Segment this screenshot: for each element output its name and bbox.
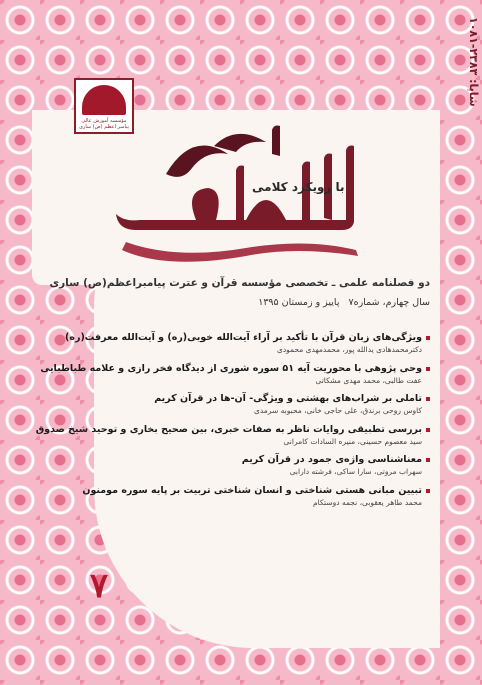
article-authors: عفت طالبی، محمد مهدی مشکاتی: [315, 375, 422, 385]
article-item: [65, 332, 430, 354]
article-title: ویژگی‌های زبان قرآن با تأکید بر آراء آیت‌الله خویی(ره) و آیت‌الله معرفت(ره): [110, 332, 430, 343]
article-title: تبیین مبانی هستی شناختی و انسان شناختی تربیت بر پایه سوره مومنون: [110, 485, 430, 496]
issue-season: پاییز و زمستان ۱۳۹۵: [258, 297, 340, 308]
article-authors: سید معصوم حسینی، منیره السادات کامرانی: [283, 436, 422, 446]
article-item: [110, 393, 430, 415]
article-title: وحی پژوهی با محوریت آیه ۵۱ سوره شوری از دیدگاه فخر رازی و علامه طباطبایی: [110, 363, 430, 374]
article-authors: سهراب مروتی، سارا ساکی، فرشته دارابی: [289, 467, 422, 476]
issue-info: [252, 297, 430, 308]
article-title: معناشناسی واژه‌ی جمود در قرآن کریم: [110, 454, 430, 465]
article-item: [35, 423, 430, 446]
journal-title: [96, 110, 396, 270]
journal-subtitle-small: با رویکرد کلامی: [252, 180, 345, 194]
logo-text: مؤسسه آموزش عالی پیامبر اعظم (ص) ساری: [79, 118, 129, 130]
issn-label: شاپا: ۲۳۸۳-۱۰۸۱: [467, 17, 480, 107]
article-title: تاملی بر شراب‌های بهشتی و ویژگی- آن-ها در قرآن کریم: [110, 393, 430, 404]
article-title: بررسی تطبیقی روایات ناظر به صفات خبری، بین صحیح بخاری و توحید شیخ صدوق: [110, 424, 430, 435]
article-authors: محمد طاهر یعقوبی، نجمه دوستکام: [312, 497, 422, 507]
journal-subtitle: دو فصلنامه علمی ـ تخصصی مؤسسه قرآن و عترت پیامبراعظم(ص) ساری: [49, 277, 430, 289]
article-authors: کاوس روحی برندق، علی حاجی خانی، محبوبه سرمدی: [254, 406, 422, 415]
issue-number: ۷: [89, 566, 109, 606]
article-item: [82, 484, 430, 507]
table-of-contents: [35, 332, 430, 515]
article-item: [40, 362, 430, 385]
article-authors: دکترمحمدهادی یدالله پور، محمدمهدی محمودی: [276, 345, 422, 354]
issue-year: سال چهارم، شماره۷: [348, 297, 430, 308]
journal-title-calligraphy: [96, 110, 396, 270]
article-item: [110, 454, 430, 476]
